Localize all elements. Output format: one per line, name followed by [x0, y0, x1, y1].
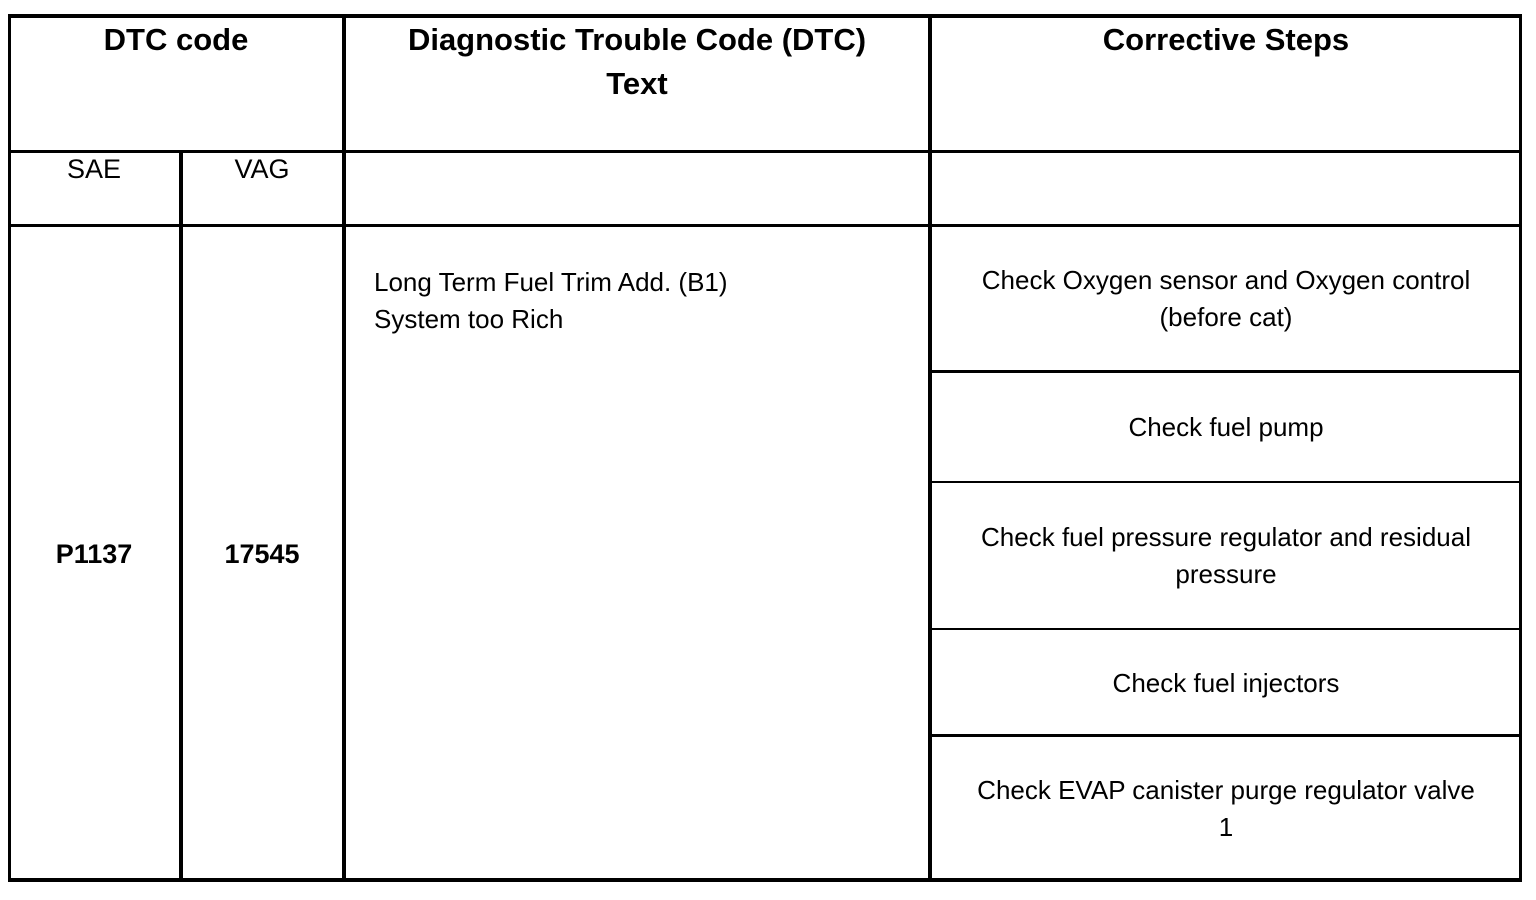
header-dtc-text-label: Diagnostic Trouble Code (DTC) Text — [407, 22, 867, 101]
divider-text-steps — [928, 14, 932, 882]
divider-step-4 — [930, 734, 1522, 737]
dtc-text-line-1: Long Term Fuel Trim Add. (B1) — [374, 267, 728, 297]
divider-code-text — [342, 14, 346, 882]
corrective-step-2 — [930, 372, 1522, 482]
corrective-step-text: Check fuel pump — [1128, 411, 1324, 442]
divider-sae-vag — [179, 152, 183, 882]
sae-code-cell — [8, 226, 180, 882]
border-bottom — [8, 878, 1522, 882]
subheader-sae-label: SAE — [66, 154, 122, 184]
divider-subheader — [8, 224, 1522, 227]
border-top — [8, 14, 1522, 18]
corrective-step-5 — [930, 736, 1522, 882]
header-dtc-code-label: DTC code — [103, 22, 249, 57]
corrective-step-text: Check Oxygen sensor and Oxygen control (before cat) — [981, 265, 1471, 332]
dtc-table — [8, 14, 1522, 882]
vag-code: 17545 — [224, 538, 300, 569]
divider-step-1 — [930, 370, 1522, 373]
vag-code-cell — [180, 226, 344, 882]
border-left — [8, 14, 11, 882]
subheader-sae — [8, 152, 180, 226]
sae-code: P1137 — [55, 538, 133, 569]
divider-step-2 — [930, 481, 1522, 483]
divider-step-3 — [930, 628, 1522, 630]
subheader-vag-label: VAG — [234, 154, 290, 184]
header-dtc-text — [344, 14, 930, 152]
dtc-text-cell — [344, 226, 930, 882]
corrective-step-text: Check fuel pressure regulator and residual pressure — [981, 522, 1471, 589]
corrective-step-3 — [930, 482, 1522, 630]
corrective-step-text: Check fuel injectors — [1112, 667, 1340, 698]
header-corrective-steps-label: Corrective Steps — [1102, 22, 1350, 57]
corrective-step-1 — [930, 226, 1522, 372]
corrective-step-text: Check EVAP canister purge regulator valve 1 — [977, 775, 1475, 842]
subheader-vag — [180, 152, 344, 226]
header-corrective-steps — [930, 14, 1522, 152]
divider-header — [8, 150, 1522, 153]
dtc-text-line-2: System too Rich — [374, 304, 564, 334]
corrective-step-4 — [930, 630, 1522, 736]
border-right — [1519, 14, 1522, 882]
header-dtc-code — [8, 14, 344, 152]
